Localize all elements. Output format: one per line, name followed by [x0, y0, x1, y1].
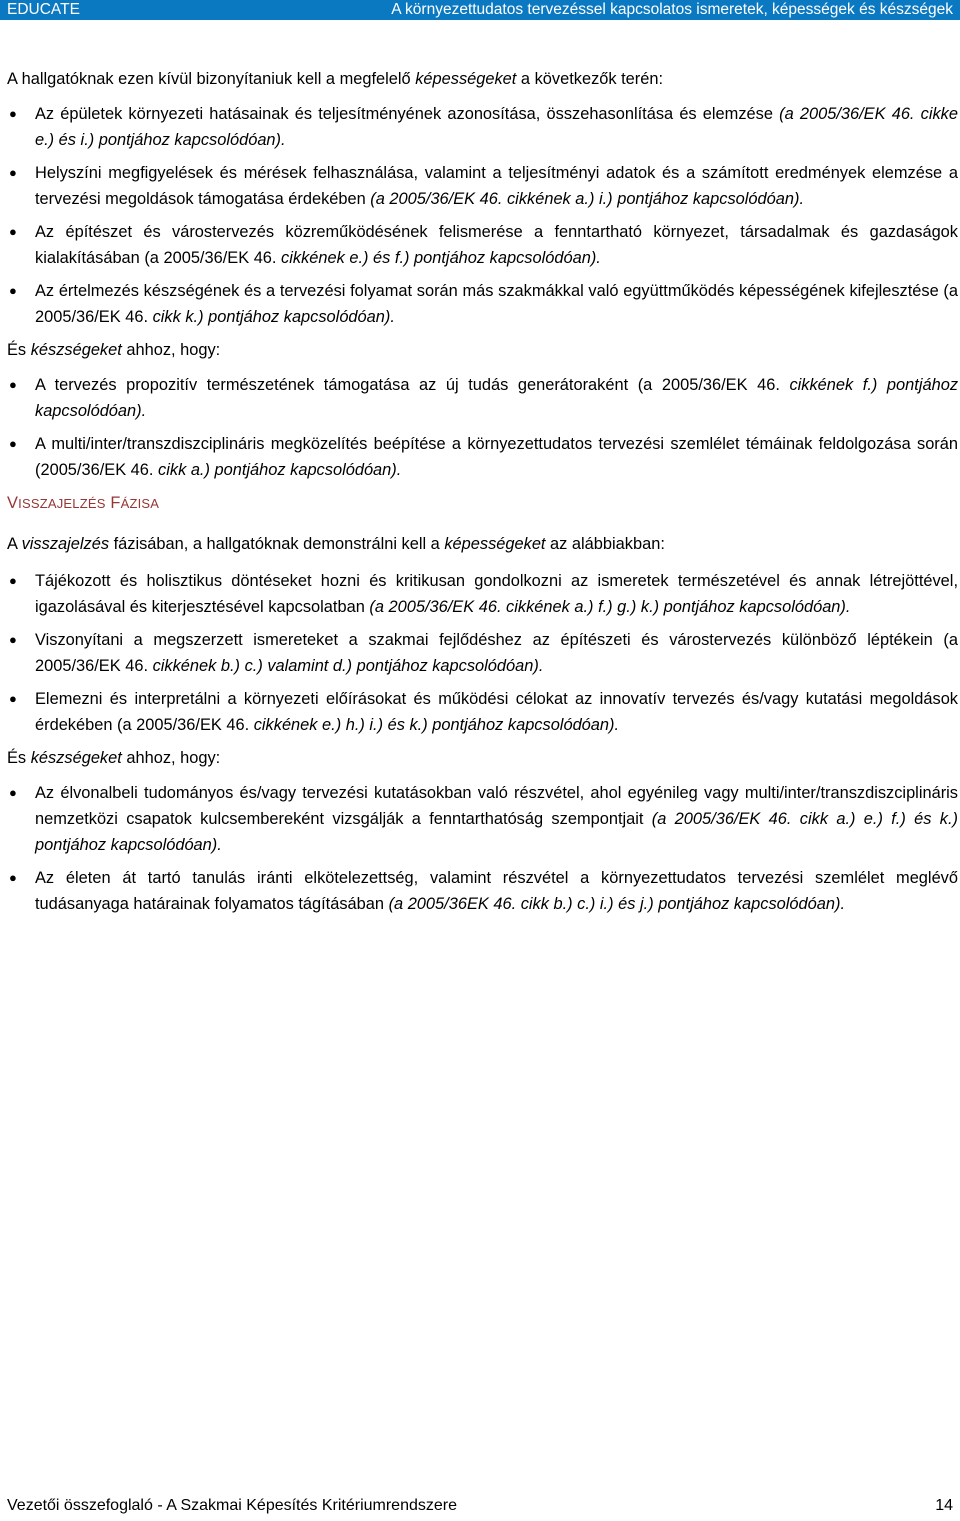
list-item	[7, 780, 958, 858]
skills-list-2	[7, 780, 958, 917]
skills-text-end: ahhoz, hogy:	[121, 341, 221, 359]
heading-smallcaps: ISSZAJELZÉS	[18, 496, 106, 511]
heading-smallcaps: ÁZISA	[120, 496, 160, 511]
list-item	[7, 219, 958, 271]
skills-text: És	[7, 749, 31, 767]
item-reference: cikkének f.) pontjához kapcsolódóan).	[35, 376, 959, 420]
item-text: Az élvonalbeli tudományos és/vagy tervezési kutatásokban való részvétel, ahol egyénileg vagy multi/inter/transzdiszciplináris nemzetközi csapatok kulcsembereként vizsgálják a fenntarthatóság szempontjait	[35, 784, 958, 828]
section-heading	[7, 490, 958, 517]
bullet-icon: ●	[9, 224, 17, 239]
feedback-text: fázisában, a hallgatóknak demonstrálni kell a	[109, 535, 445, 553]
bullet-icon: ●	[9, 283, 17, 298]
item-reference: cikk a.) pontjához kapcsolódóan).	[158, 461, 402, 479]
page-number: 14	[935, 1497, 953, 1514]
item-reference: cikkének e.) h.) i.) és k.) pontjához kapcsolódóan).	[253, 716, 620, 734]
bullet-icon: ●	[9, 691, 17, 706]
list-item	[7, 686, 958, 738]
intro-emphasis: képességeket	[415, 70, 517, 88]
header-title: A környezettudatos tervezéssel kapcsolatos ismeretek, képességek és készségek	[391, 1, 953, 18]
item-text: Az értelmezés készségének és a tervezési folyamat során más szakmákkal való együttműködés képességének kifejlesztése (a 2005/36/EK 46.	[35, 282, 958, 326]
item-reference: (a 2005/36/EK 46. cikk a.) e.) f.) és k.) pontjához kapcsolódóan).	[35, 810, 958, 854]
bullet-icon: ●	[9, 165, 17, 180]
item-reference: cikkének b.) c.) valamint d.) pontjához kapcsolódóan).	[152, 657, 544, 675]
list-item	[7, 278, 958, 330]
abilities-list-2	[7, 568, 958, 738]
item-text: Az építészet és várostervezés közreműködésének felismerése a fenntartható környezet, társadalmak és gazdaságok kialakításában (a 2005/36/EK 46.	[35, 223, 958, 267]
document-body	[7, 66, 958, 924]
list-item	[7, 431, 958, 483]
abilities-list-1	[7, 101, 958, 330]
list-item	[7, 568, 958, 620]
bullet-icon: ●	[9, 377, 17, 392]
skills-text-end: ahhoz, hogy:	[121, 749, 221, 767]
feedback-text: az alábbiakban:	[545, 535, 665, 553]
bullet-icon: ●	[9, 106, 17, 121]
item-text: Az épületek környezeti hatásainak és teljesítményének azonosítása, összehasonlítása és elemzése	[35, 105, 780, 123]
feedback-intro	[7, 531, 958, 557]
document-header	[0, 0, 960, 20]
bullet-icon: ●	[9, 632, 17, 647]
item-reference: (a 2005/36/EK 46. cikkének a.) i.) pontjához kapcsolódóan).	[370, 190, 805, 208]
item-text: Tájékozott és holisztikus döntéseket hozni és kritikusan gondolkozni az ismeretek természetével és annak létrejöttével, igazolásával és kiterjesztésével kapcsolatban	[35, 572, 958, 616]
list-item	[7, 372, 958, 424]
item-reference: (a 2005/36/EK 46. cikkének a.) f.) g.) k.) pontjához kapcsolódóan).	[369, 598, 851, 616]
item-reference: cikkének e.) és f.) pontjához kapcsolódóan).	[281, 249, 601, 267]
bullet-icon: ●	[9, 436, 17, 451]
list-item	[7, 101, 958, 153]
feedback-emphasis: képességeket	[444, 535, 546, 553]
feedback-text: A	[7, 535, 22, 553]
item-text: A multi/inter/transzdiszciplináris megközelítés beépítése a környezettudatos tervezési szemlélet témáinak feldolgozása során (2005/36/EK 46.	[35, 435, 958, 479]
item-text: Elemezni és interpretálni a környezeti előírásokat és működési célokat az innovatív tervezés és/vagy kutatási megoldások érdekében (a 2005/36/EK 46.	[35, 690, 958, 734]
bullet-icon: ●	[9, 573, 17, 588]
intro-text-end: a következők terén:	[516, 70, 664, 88]
footer-title: Vezetői összefoglaló - A Szakmai Képesítés Kritériumrendszere	[7, 1497, 457, 1514]
skills-intro-2	[7, 745, 958, 771]
item-reference: (a 2005/36/EK 46. cikke e.) és i.) pontjához kapcsolódóan).	[35, 105, 958, 149]
skills-text: És	[7, 341, 31, 359]
intro-text: A hallgatóknak ezen kívül bizonyítaniuk kell a megfelelő	[7, 70, 416, 88]
bullet-icon: ●	[9, 870, 17, 885]
list-item	[7, 627, 958, 679]
heading-cap: F	[110, 494, 121, 512]
list-item	[7, 160, 958, 212]
document-footer	[7, 1496, 953, 1516]
heading-cap: V	[7, 494, 19, 512]
intro-paragraph	[7, 66, 958, 92]
item-text: Az életen át tartó tanulás iránti elkötelezettség, valamint részvétel a környezettudatos tervezési szemlélet meglévő tudásanyaga határainak folyamatos tágításában	[35, 869, 958, 913]
bullet-icon: ●	[9, 785, 17, 800]
feedback-emphasis: visszajelzés	[21, 535, 110, 553]
item-text: Viszonyítani a megszerzett ismereteket a szakmai fejlődéshez az építészeti és várostervezés különböző léptékein (a 2005/36/EK 46.	[35, 631, 958, 675]
skills-list-1	[7, 372, 958, 483]
skills-emphasis: készségeket	[30, 749, 122, 767]
header-org: EDUCATE	[7, 1, 80, 18]
item-text: Helyszíni megfigyelések és mérések felhasználása, valamint a teljesítményi adatok és a számított eredmények elemzése a tervezési megoldások támogatása érdekében	[35, 164, 958, 208]
skills-emphasis: készségeket	[30, 341, 122, 359]
list-item	[7, 865, 958, 917]
item-reference: cikk k.) pontjához kapcsolódóan).	[152, 308, 395, 326]
item-text: A tervezés propozitív természetének támogatása az új tudás generátoraként (a 2005/36/EK 46.	[35, 376, 790, 394]
skills-intro-1	[7, 337, 958, 363]
item-reference: (a 2005/36EK 46. cikk b.) c.) i.) és j.) pontjához kapcsolódóan).	[388, 895, 846, 913]
